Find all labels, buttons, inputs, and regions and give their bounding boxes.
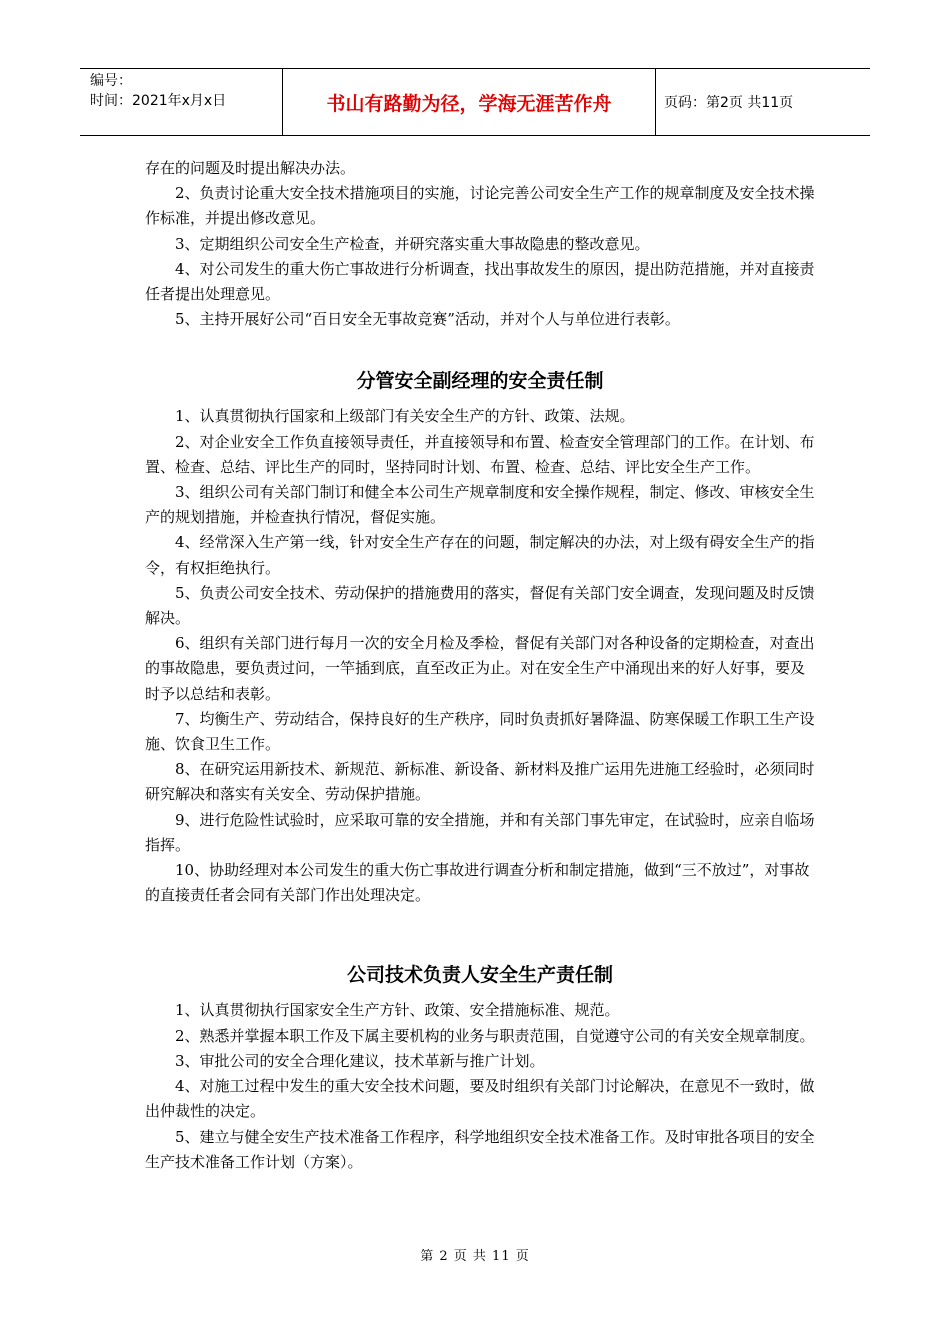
paragraph: 10、协助经理对本公司发生的重大伤亡事故进行调查分析和制定措施，做到“三不放过”，对事故的直接责任者会同有关部门作出处理决定。	[145, 861, 810, 905]
page-header	[80, 68, 870, 136]
paragraph: 1、认真贯彻执行国家安全生产方针、政策、安全措施标准、规范。	[175, 1001, 620, 1020]
paragraph: 6、组织有关部门进行每月一次的安全月检及季检，督促有关部门对各种设备的定期检查，对查出的事故隐患，要负责过问，一竿插到底，直至改正为止。对在安全生产中涌现出来的好人好事，要及时予以总结和表彰。	[145, 634, 815, 703]
paragraph: 3、定期组织公司安全生产检查，并研究落实重大事故隐患的整改意见。	[175, 234, 650, 253]
header-meta	[80, 69, 282, 135]
paragraph: 4、经常深入生产第一线，针对安全生产存在的问题，制定解决的办法，对上级有碍安全生产的指令，有权拒绝执行。	[145, 533, 815, 577]
document-body	[145, 156, 815, 1175]
paragraph: 4、对施工过程中发生的重大安全技术问题，要及时组织有关部门讨论解决，在意见不一致时，做出仲裁性的决定。	[145, 1077, 815, 1121]
paragraph: 8、在研究运用新技术、新规范、新标准、新设备、新材料及推广运用先进施工经验时，必须同时研究解决和落实有关安全、劳动保护措施。	[145, 760, 815, 804]
paragraph: 2、对企业安全工作负直接领导责任，并直接领导和布置、检查安全管理部门的工作。在计划、布置、检查、总结、评比生产的同时，坚持同时计划、布置、检查、总结、评比安全生产工作。	[145, 432, 815, 476]
paragraph: 4、对公司发生的重大伤亡事故进行分析调查，找出事故发生的原因，提出防范措施，并对直接责任者提出处理意见。	[145, 259, 815, 304]
paragraph: 3、组织公司有关部门制订和健全本公司生产规章制度和安全操作规程，制定、修改、审核安全生产的规划措施，并检查执行情况，督促实施。	[145, 483, 815, 527]
paragraph: 2、负责讨论重大安全技术措施项目的实施，讨论完善公司安全生产工作的规章制度及安全技术操作标准，并提出修改意见。	[145, 184, 815, 228]
paragraph: 7、均衡生产、劳动结合，保持良好的生产秩序，同时负责抓好暑降温、防寒保暖工作职工生产设施、饮食卫生工作。	[145, 709, 815, 754]
paragraph: 5、主持开展好公司“百日安全无事故竞赛”活动，并对个人与单位进行表彰。	[175, 310, 680, 329]
paragraph: 5、建立与健全安生产技术准备工作程序，科学地组织安全技术准备工作。及时审批各项目的安全生产技术准备工作计划（方案）。	[145, 1127, 815, 1171]
paragraph: 3、审批公司的安全合理化建议，技术革新与推广计划。	[175, 1051, 545, 1070]
paragraph: 5、负责公司安全技术、劳动保护的措施费用的落实，督促有关部门安全调查，发现问题及时反馈解决。	[145, 583, 815, 628]
doc-date-label: 时间：2021年x月x日	[90, 93, 227, 109]
paragraph: 2、熟悉并掌握本职工作及下属主要机构的业务与职责范围，自觉遵守公司的有关安全规章制度。	[175, 1026, 815, 1045]
section-title-deputy-manager: 分管安全副经理的安全责任制	[356, 370, 604, 393]
doc-number-label: 编号：	[90, 73, 132, 89]
paragraph: 9、进行危险性试验时，应采取可靠的安全措施，并和有关部门事先审定，在试验时，应亲自临场指挥。	[145, 810, 815, 854]
header-motto: 书山有路勤为径，学海无涯苦作舟	[282, 69, 656, 135]
page-footer: 第 2 页 共 11 页	[420, 1249, 530, 1264]
paragraph: 1、认真贯彻执行国家和上级部门有关安全生产的方针、政策、法规。	[175, 407, 635, 426]
section-title-technical-lead: 公司技术负责人安全生产责任制	[346, 964, 613, 987]
paragraph: 存在的问题及时提出解决办法。	[145, 159, 356, 177]
header-page-info: 页码：第2页 共11页	[664, 95, 794, 111]
